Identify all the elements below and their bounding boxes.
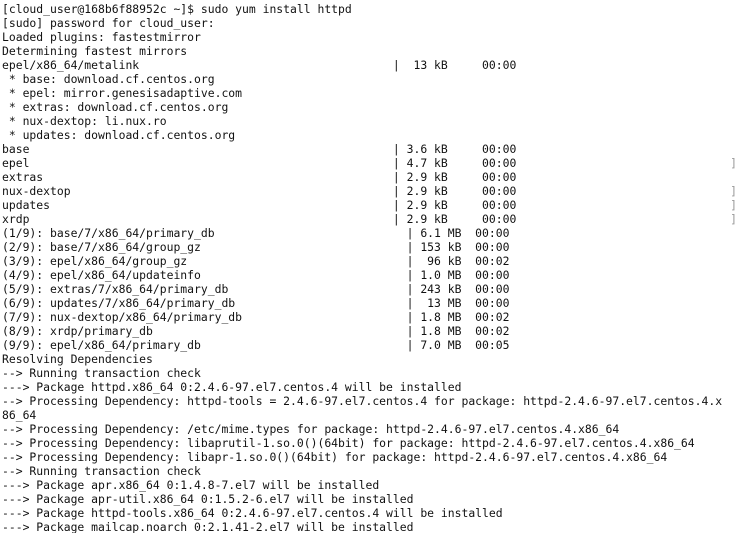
terminal-line: (5/9): extras/7/x86_64/primary_db | 243 kB 00:00: [2, 282, 510, 296]
terminal-line: --> Running transaction check: [2, 464, 201, 478]
terminal-line: (9/9): epel/x86_64/primary_db | 7.0 MB 00:05: [2, 338, 510, 352]
terminal-line: extras | 2.9 kB 00:00: [2, 170, 517, 184]
terminal-line: ---> Package mailcap.noarch 0:2.1.41-2.el7 will be installed: [2, 520, 414, 533]
terminal-line: (4/9): epel/x86_64/updateinfo | 1.0 MB 00:00: [2, 268, 510, 282]
terminal-line: [sudo] password for cloud_user:: [2, 16, 215, 30]
terminal-line: * epel: mirror.genesisadaptive.com: [2, 86, 243, 100]
terminal-line: --> Processing Dependency: httpd-tools = 2.4.6-97.el7.centos.4 for package: httpd-2.4.6-97.el7.centos.4.x: [2, 394, 723, 408]
terminal-line: [cloud_user@168b6f88952c ~]$ sudo yum install httpd: [2, 2, 352, 16]
terminal-line: [2, 184, 741, 198]
scroll-bracket-marker: ]: [730, 212, 737, 226]
terminal-line: * extras: download.cf.centos.org: [2, 100, 229, 114]
scroll-bracket-marker: ]: [730, 156, 737, 170]
terminal-line: --> Processing Dependency: libapr-1.so.0()(64bit) for package: httpd-2.4.6-97.el7.centos.4.x86_64: [2, 450, 668, 464]
scroll-bracket-marker: ]: [730, 198, 737, 212]
terminal-line: epel/x86_64/metalink | 13 kB 00:00: [2, 58, 517, 72]
terminal-line: ---> Package httpd-tools.x86_64 0:2.4.6-97.el7.centos.4 will be installed: [2, 506, 503, 520]
line-text: xrdp | 2.9 kB 00:00: [2, 212, 517, 226]
line-text: nux-dextop | 2.9 kB 00:00: [2, 184, 517, 198]
terminal-line: * updates: download.cf.centos.org: [2, 128, 236, 142]
terminal-line: --> Processing Dependency: /etc/mime.types for package: httpd-2.4.6-97.el7.centos.4.x86_64: [2, 422, 620, 436]
terminal-line: * nux-dextop: li.nux.ro: [2, 114, 167, 128]
terminal-line: (6/9): updates/7/x86_64/primary_db | 13 MB 00:00: [2, 296, 510, 310]
terminal-line: (3/9): epel/x86_64/group_gz | 96 kB 00:02: [2, 254, 510, 268]
terminal-line: (8/9): xrdp/primary_db | 1.8 MB 00:02: [2, 324, 510, 338]
scroll-bracket-marker: ]: [730, 184, 737, 198]
terminal-line: ---> Package apr-util.x86_64 0:1.5.2-6.el7 will be installed: [2, 492, 414, 506]
terminal-line: Loaded plugins: fastestmirror: [2, 30, 201, 44]
terminal-line: (2/9): base/7/x86_64/group_gz | 153 kB 00:00: [2, 240, 510, 254]
terminal-line: Resolving Dependencies: [2, 352, 153, 366]
terminal-line: [2, 156, 741, 170]
line-text: epel | 4.7 kB 00:00: [2, 156, 517, 170]
terminal-line: Determining fastest mirrors: [2, 44, 188, 58]
terminal-line: base | 3.6 kB 00:00: [2, 142, 517, 156]
terminal-line: ---> Package apr.x86_64 0:1.4.8-7.el7 will be installed: [2, 478, 380, 492]
terminal-line: * base: download.cf.centos.org: [2, 72, 215, 86]
line-text: updates | 2.9 kB 00:00: [2, 198, 517, 212]
terminal-line: ---> Package httpd.x86_64 0:2.4.6-97.el7.centos.4 will be installed: [2, 380, 462, 394]
terminal-line: [2, 212, 741, 226]
terminal-line: --> Processing Dependency: libaprutil-1.so.0()(64bit) for package: httpd-2.4.6-97.el7.centos.4.x86_64: [2, 436, 695, 450]
terminal-line: (1/9): base/7/x86_64/primary_db | 6.1 MB 00:00: [2, 226, 510, 240]
terminal-line: (7/9): nux-dextop/x86_64/primary_db | 1.8 MB 00:02: [2, 310, 510, 324]
terminal-line: --> Running transaction check: [2, 366, 201, 380]
terminal-line: 86_64: [2, 408, 37, 422]
terminal-line: [2, 198, 741, 212]
